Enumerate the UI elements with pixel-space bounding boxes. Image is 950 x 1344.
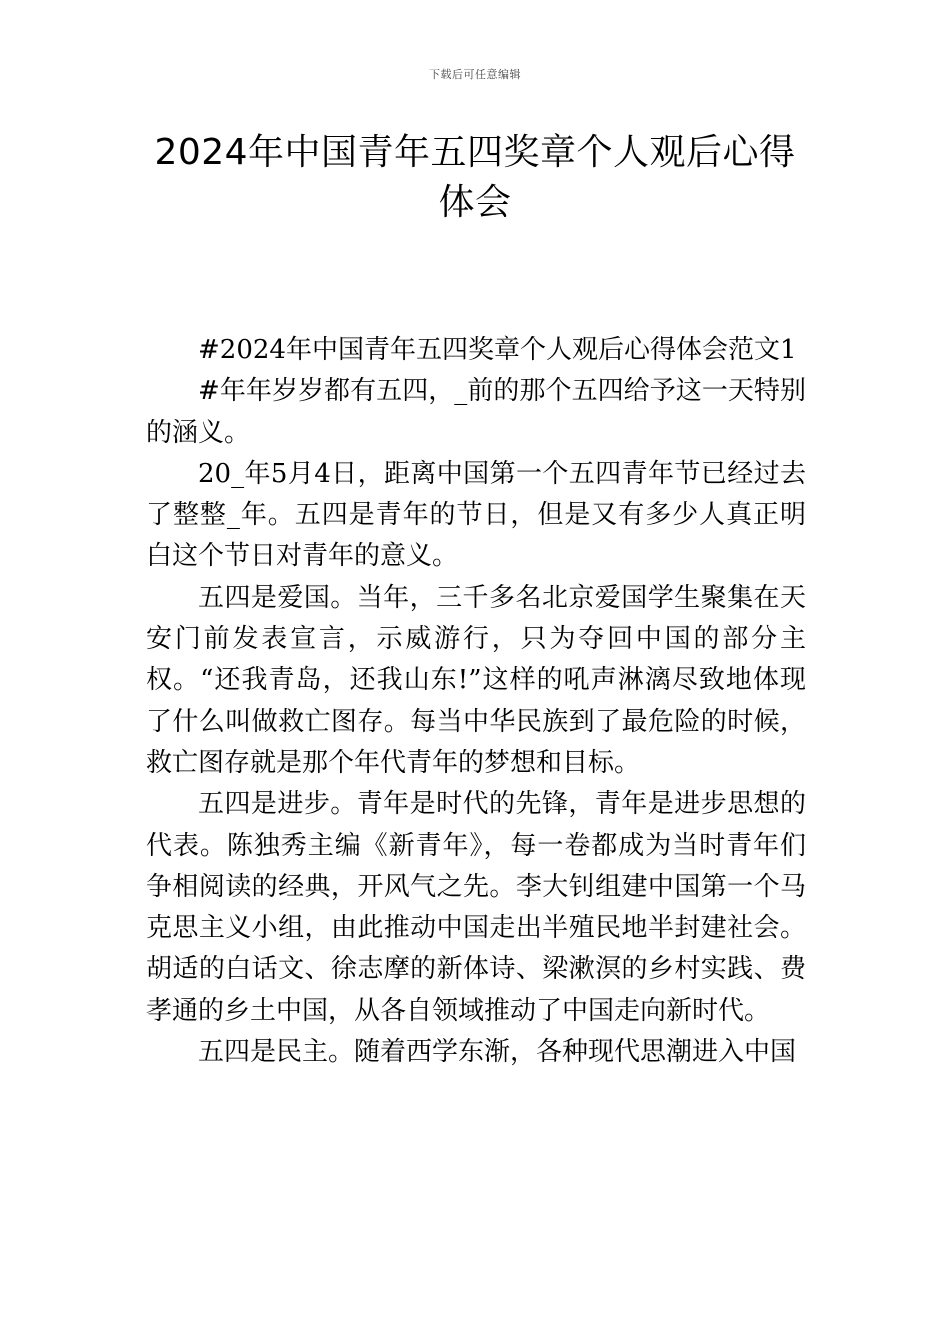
- document-title: 2024年中国青年五四奖章个人观后心得体会: [154, 132, 796, 223]
- document-body: [146, 330, 806, 1073]
- paragraph: 五四是爱国。当年，三千多名北京爱国学生聚集在天安门前发表宣言，示威游行，只为夺回中国的部分主权。“还我青岛，还我山东!”这样的吼声淋漓尽致地体现了什么叫做救亡图存。每当中华民族到了最危险的时候，救亡图存就是那个年代青年的梦想和目标。: [146, 582, 806, 778]
- header-note: 下载后可任意编辑: [429, 68, 521, 81]
- paragraph: #2024年中国青年五四奖章个人观后心得体会范文1: [198, 335, 797, 365]
- paragraph: 五四是进步。青年是时代的先锋，青年是进步思想的代表。陈独秀主编《新青年》，每一卷都成为当时青年们争相阅读的经典，开风气之先。李大钊组建中国第一个马克思主义小组，由此推动中国走出半殖民地半封建社会。胡适的白话文、徐志摩的新体诗、梁漱溟的乡村实践、费孝通的乡土中国，从各自领域推动了中国走向新时代。: [146, 789, 806, 1026]
- paragraph: #年年岁岁都有五四，_前的那个五四给予这一天特别的涵义。: [146, 376, 806, 448]
- paragraph: 五四是民主。随着西学东渐，各种现代思潮进入中国: [198, 1037, 797, 1068]
- paragraph: 20_年5月4日，距离中国第一个五四青年节已经过去了整整_年。五四是青年的节日，但是又有多少人真正明白这个节日对青年的意义。: [146, 458, 806, 572]
